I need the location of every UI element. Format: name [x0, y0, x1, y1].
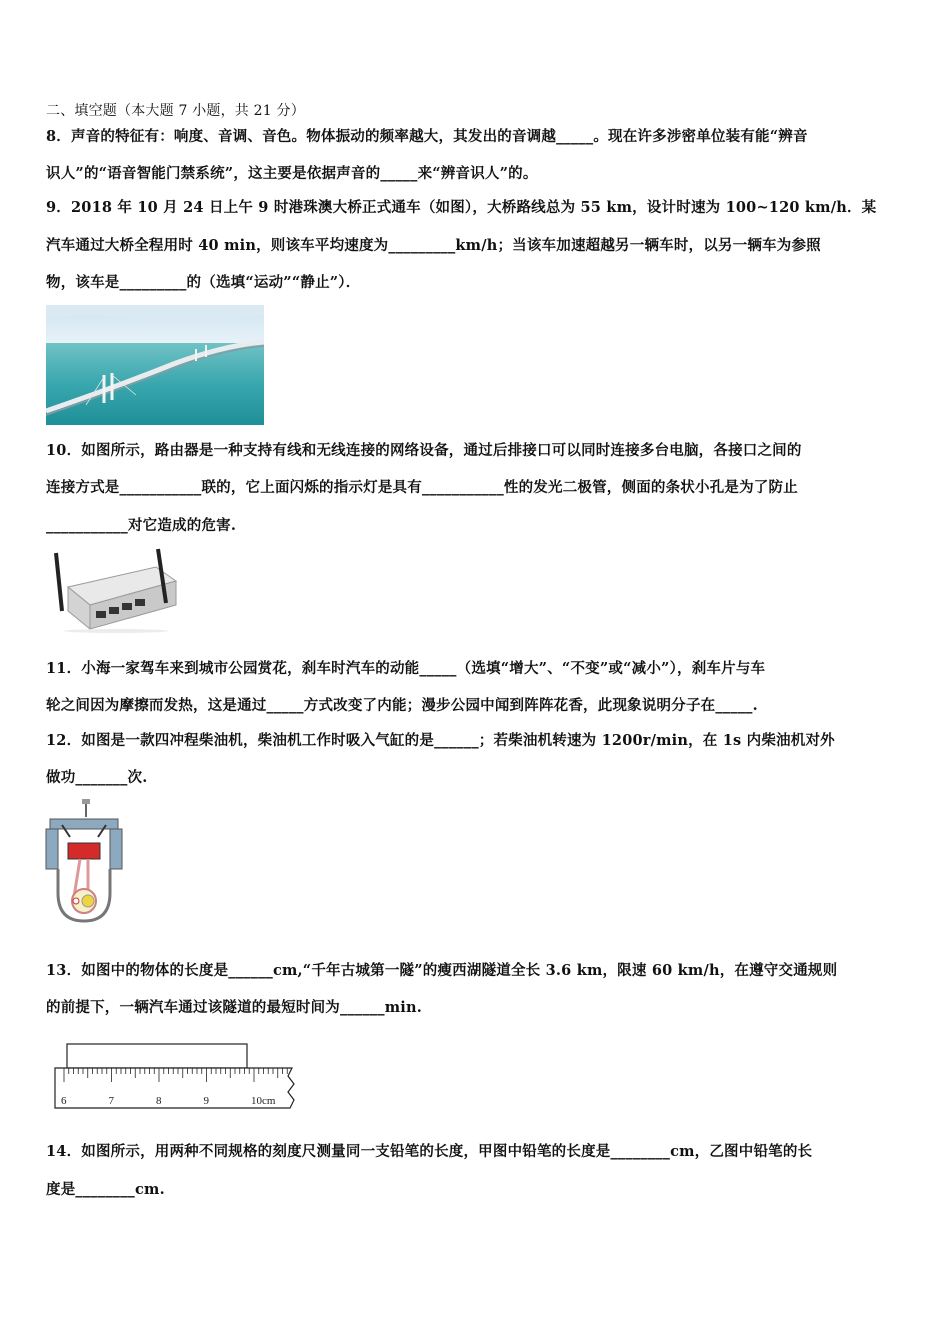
bridge-photo [46, 305, 264, 425]
ruler-label: 6 [61, 1095, 67, 1107]
ruler-label: 8 [156, 1095, 162, 1107]
section-heading: 二、填空题（本大题 7 小题，共 21 分） [46, 103, 305, 119]
question-12-line-1: 12．如图是一款四冲程柴油机，柴油机工作时吸入气缸的是______；若柴油机转速为 1200r/min，在 1s 内柴油机对外 [46, 732, 835, 749]
ruler-label: 9 [203, 1095, 209, 1107]
question-12-line-2: 做功_______次. [46, 769, 148, 786]
question-11-line-1: 11．小海一家驾车来到城市公园赏花，刹车时汽车的动能_____（选填“增大”、“不变”或“减小”），刹车片与车 [46, 660, 766, 677]
question-8-line-1: 8．声音的特征有：响度、音调、音色。物体振动的频率越大，其发出的音调越_____。现在许多涉密单位装有能“辨音 [46, 128, 808, 145]
question-14-line-2: 度是________cm. [46, 1181, 165, 1198]
question-14-line-1: 14．如图所示，用两种不同规格的刻度尺测量同一支铅笔的长度，甲图中铅笔的长度是________cm，乙图中铅笔的长 [46, 1143, 813, 1160]
question-10-line-2: 连接方式是___________联的，它上面闪烁的指示灯是具有___________性的发光二极管，侧面的条状小孔是为了防止 [46, 479, 798, 496]
question-10-line-1: 10．如图所示，路由器是一种支持有线和无线连接的网络设备，通过后排接口可以同时连接多台电脑，各接口之间的 [46, 442, 802, 459]
question-8-line-2: 识人”的“语音智能门禁系统”，这主要是依据声音的_____来“辨音识人”的。 [46, 165, 538, 182]
ruler-diagram [52, 1040, 296, 1112]
question-9-line-2: 汽车通过大桥全程用时 40 min，则该车平均速度为_________km/h；当该车加速超越另一辆车时，以另一辆车为参照 [46, 237, 821, 254]
ruler-label: 10cm [251, 1095, 276, 1107]
question-11-line-2: 轮之间因为摩擦而发热，这是通过_____方式改变了内能；漫步公园中闻到阵阵花香，此现象说明分子在_____. [46, 697, 758, 714]
measured-object [67, 1044, 247, 1068]
ruler-label: 7 [108, 1095, 114, 1107]
router-image [46, 545, 180, 633]
question-9-line-3: 物，该车是_________的（选填“运动”“静止”）． [46, 274, 361, 291]
question-13-line-2: 的前提下，一辆汽车通过该隧道的最短时间为______min. [46, 999, 422, 1016]
question-10-line-3: ___________对它造成的危害. [46, 517, 237, 534]
question-9-line-1: 9．2018 年 10 月 24 日上午 9 时港珠澳大桥正式通车（如图），大桥路线总为 55 km，设计时速为 100~120 km/h．某 [46, 199, 877, 216]
diesel-engine-diagram [44, 797, 124, 925]
question-13-line-1: 13．如图中的物体的长度是______cm,“千年古城第一隧”的瘦西湖隧道全长 3.6 km，限速 60 km/h，在遵守交通规则 [46, 962, 838, 979]
